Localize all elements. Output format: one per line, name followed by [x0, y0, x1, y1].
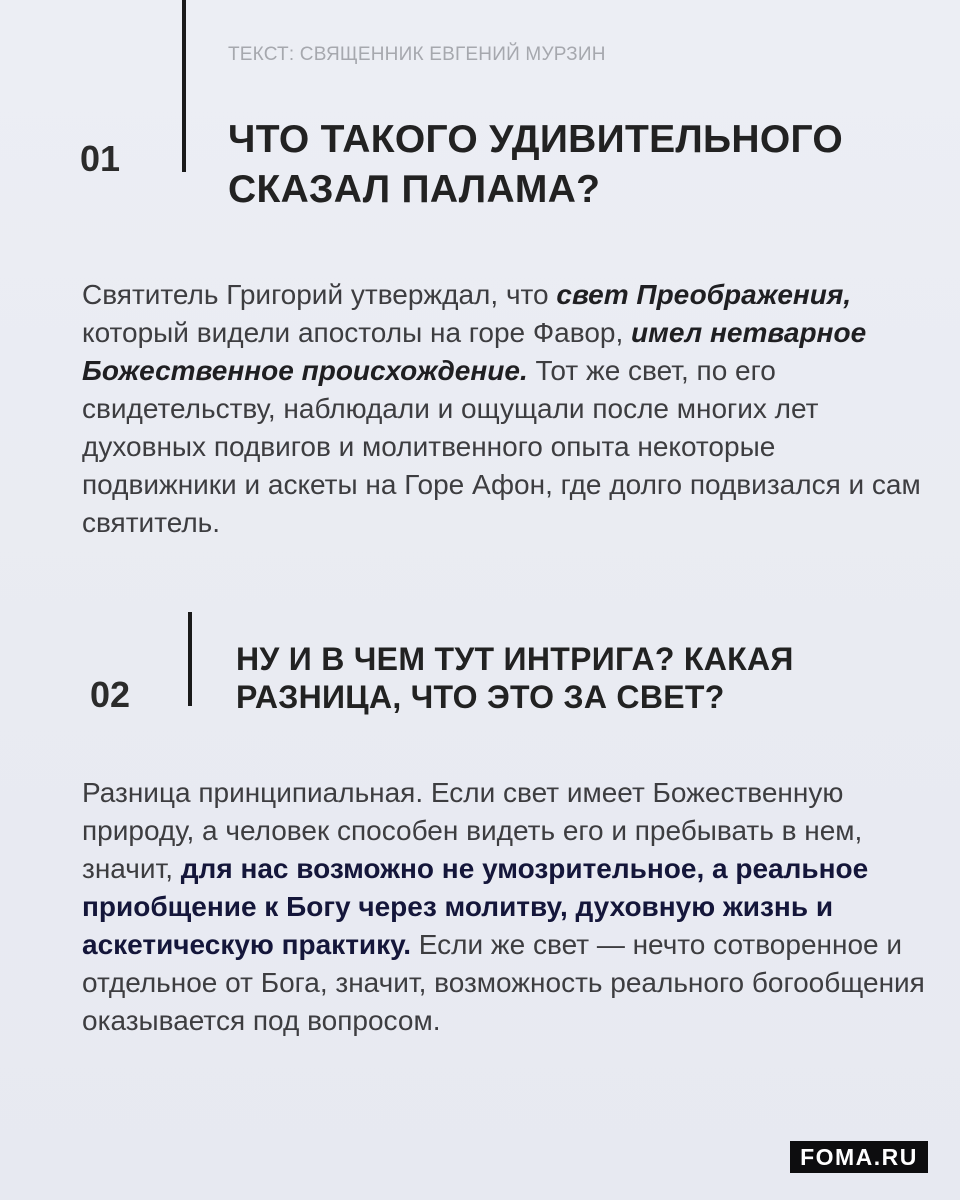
section-title-1-line2: СКАЗАЛ ПАЛАМА? — [228, 168, 601, 211]
section-title-2 — [236, 640, 794, 716]
section-body-1: Святитель Григорий утверждал, что свет Преображения, который видели апостолы на горе Фавор, имел нетварное Божественное происхождение. Тот же свет, по его свидетельству, наблюдали и ощущали после многих лет духовных подвигов и молитвенного опыта некоторые подвижники и аскеты на Горе Афон, где долго подвизался и сам святитель. — [82, 279, 921, 538]
section-title-1 — [228, 115, 843, 215]
section-number-2: 02 — [90, 674, 131, 715]
highlight-svet: свет Преображения, — [556, 279, 852, 310]
author-credit: ТЕКСТ: СВЯЩЕННИК ЕВГЕНИЙ МУРЗИН — [228, 44, 606, 65]
section-title-2-line1: НУ И В ЧЕМ ТУТ ИНТРИГА? КАКАЯ — [236, 641, 794, 677]
highlight-communion: для нас возможно не умозрительное, а реальное приобщение к Богу через молитву, духовную жизнь и аскетическую практику. — [82, 853, 869, 960]
divider-mid — [188, 612, 192, 706]
foma-logo: FOMA.RU — [790, 1141, 928, 1173]
section-title-1-line1: ЧТО ТАКОГО УДИВИТЕЛЬНОГО — [228, 118, 844, 161]
section-body-2: Разница принципиальная. Если свет имеет Божественную природу, а человек способен видеть его и пребывать в нем, значит, для нас возможно не умозрительное, а реальное приобщение к Богу через молитву, духовную жизнь и аскетическую практику. Если же свет — нечто сотворенное и отдельное от Бога, значит, возможность реального богообщения оказывается под вопросом. — [82, 777, 925, 1036]
highlight-origin: имел нетварное Божественное происхождение. — [82, 317, 867, 386]
divider-top — [182, 0, 186, 172]
section-number-1: 01 — [80, 138, 121, 179]
section-title-2-line2: РАЗНИЦА, ЧТО ЭТО ЗА СВЕТ? — [236, 679, 725, 715]
